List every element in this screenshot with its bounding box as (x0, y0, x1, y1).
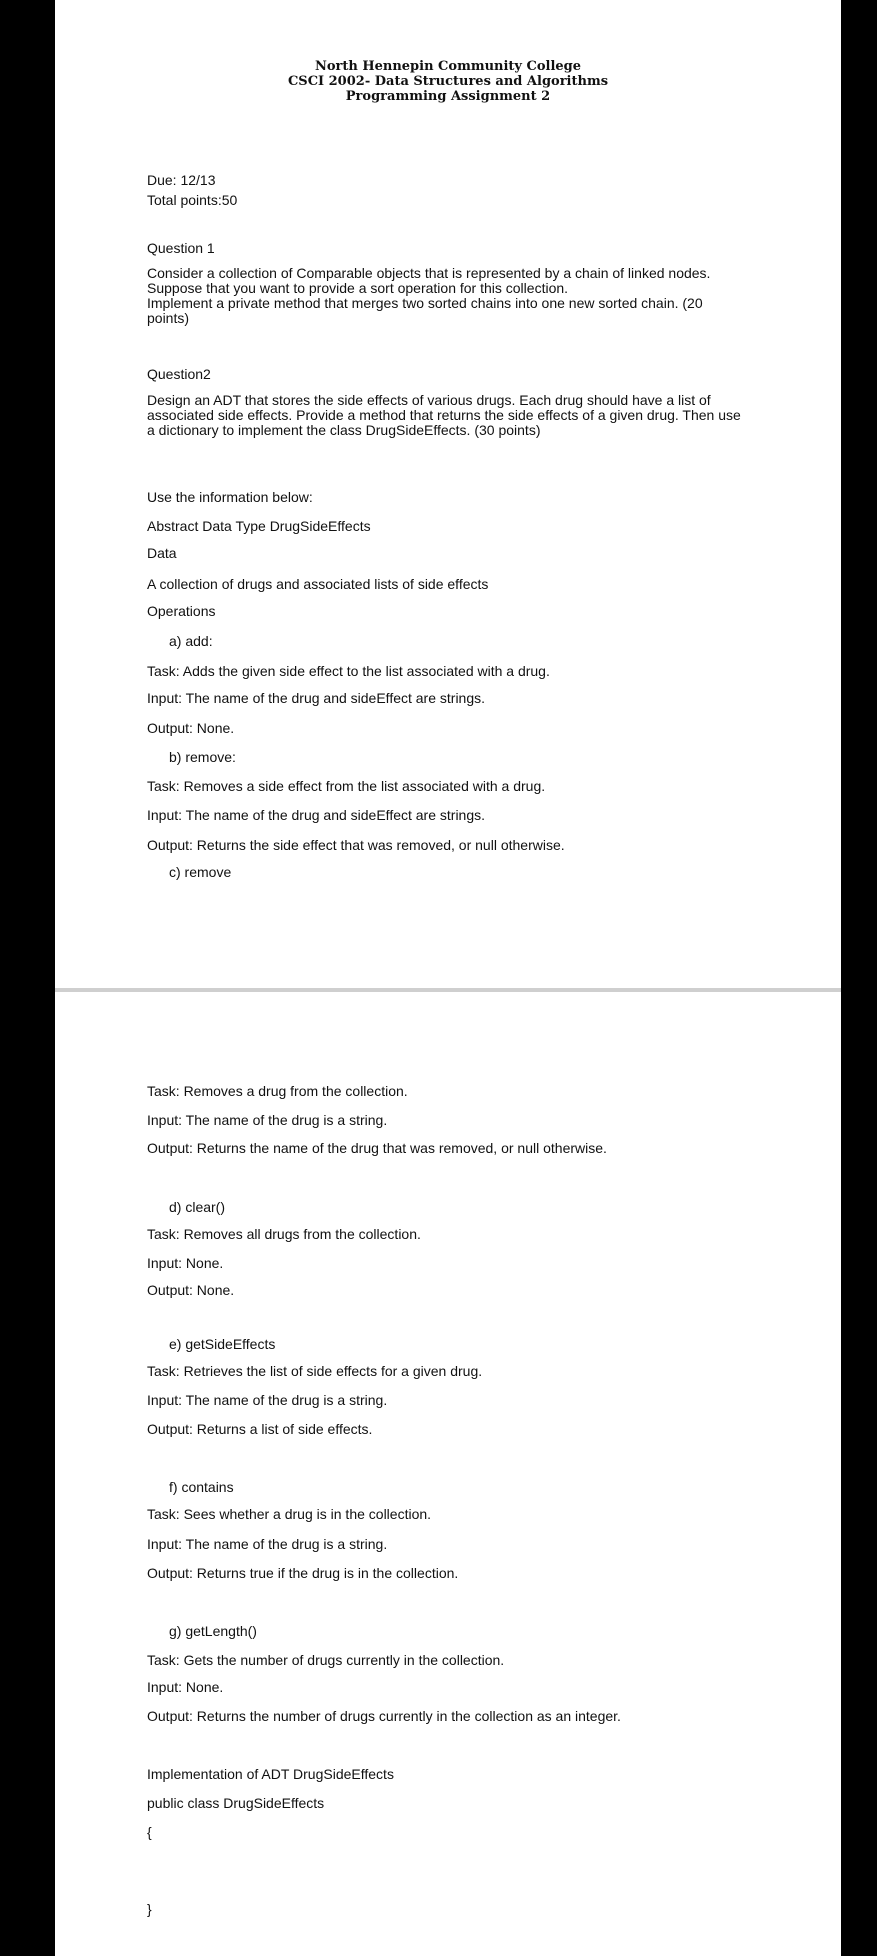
op-d-input: Input: None. (147, 1255, 224, 1271)
data-heading: Data (147, 545, 177, 561)
op-g-input: Input: None. (147, 1679, 224, 1695)
question2-text (147, 393, 741, 438)
op-f-task: Task: Sees whether a drug is in the collection. (147, 1506, 432, 1522)
question1-text (147, 266, 710, 326)
op-g-task: Task: Gets the number of drugs currently in the collection. (147, 1652, 505, 1668)
op-d-output: Output: None. (147, 1282, 235, 1298)
op-b-input: Input: The name of the drug and sideEffect are strings. (147, 807, 486, 823)
op-g-output: Output: Returns the number of drugs currently in the collection as an integer. (147, 1708, 621, 1724)
op-b-name: b) remove: (169, 749, 236, 765)
op-b-task: Task: Removes a side effect from the list associated with a drug. (147, 778, 546, 794)
college-name: North Hennepin Community College (314, 59, 582, 74)
document-page-1 (55, 0, 841, 988)
open-brace: { (147, 1824, 152, 1840)
op-e-name: e) getSideEffects (169, 1336, 276, 1352)
op-c-input: Input: The name of the drug is a string. (147, 1112, 388, 1128)
question2-line: Design an ADT that stores the side effects of various drugs. Each drug should have a list of (147, 392, 711, 408)
close-brace: } (147, 1901, 152, 1917)
op-a-task: Task: Adds the given side effect to the list associated with a drug. (147, 663, 550, 679)
course-title: CSCI 2002- Data Structures and Algorithms (287, 74, 609, 89)
document-header (55, 59, 841, 104)
op-a-input: Input: The name of the drug and sideEffect are strings. (147, 690, 486, 706)
data-description: A collection of drugs and associated lists of side effects (147, 576, 489, 592)
question1-line: Suppose that you want to provide a sort operation for this collection. (147, 280, 569, 296)
question1-line: Implement a private method that merges two sorted chains into one new sorted chain. (20 (147, 295, 703, 311)
op-c-task: Task: Removes a drug from the collection. (147, 1083, 408, 1099)
op-c-name: c) remove (169, 864, 232, 880)
op-b-output: Output: Returns the side effect that was removed, or null otherwise. (147, 837, 565, 853)
question2-line: associated side effects. Provide a method that returns the side effects of a given drug. Then use (147, 407, 741, 423)
op-f-output: Output: Returns true if the drug is in the collection. (147, 1565, 459, 1581)
assignment-title: Programming Assignment 2 (345, 89, 551, 104)
op-c-output: Output: Returns the name of the drug that was removed, or null otherwise. (147, 1140, 607, 1156)
adt-title: Abstract Data Type DrugSideEffects (147, 518, 371, 534)
operations-heading: Operations (147, 603, 216, 619)
question1-title: Question 1 (147, 240, 215, 256)
op-e-output: Output: Returns a list of side effects. (147, 1421, 373, 1437)
op-a-output: Output: None. (147, 720, 235, 736)
op-a-name: a) add: (169, 633, 213, 649)
due-date: Due: 12/13 (147, 172, 216, 188)
adt-intro: Use the information below: (147, 489, 313, 505)
total-points: Total points:50 (147, 192, 238, 208)
op-f-name: f) contains (169, 1479, 234, 1495)
question2-line: a dictionary to implement the class DrugSideEffects. (30 points) (147, 422, 541, 438)
question1-line: Consider a collection of Comparable objects that is represented by a chain of linked nodes. (147, 265, 711, 281)
op-d-name: d) clear() (169, 1199, 226, 1215)
op-e-task: Task: Retrieves the list of side effects for a given drug. (147, 1363, 483, 1379)
op-d-task: Task: Removes all drugs from the collection. (147, 1226, 421, 1242)
class-declaration: public class DrugSideEffects (147, 1795, 325, 1811)
implementation-title: Implementation of ADT DrugSideEffects (147, 1766, 394, 1782)
question2-title: Question2 (147, 366, 211, 382)
op-g-name: g) getLength() (169, 1623, 257, 1639)
op-f-input: Input: The name of the drug is a string. (147, 1536, 388, 1552)
op-e-input: Input: The name of the drug is a string. (147, 1392, 388, 1408)
document-page-2 (55, 992, 841, 1956)
question1-line: points) (147, 310, 190, 326)
